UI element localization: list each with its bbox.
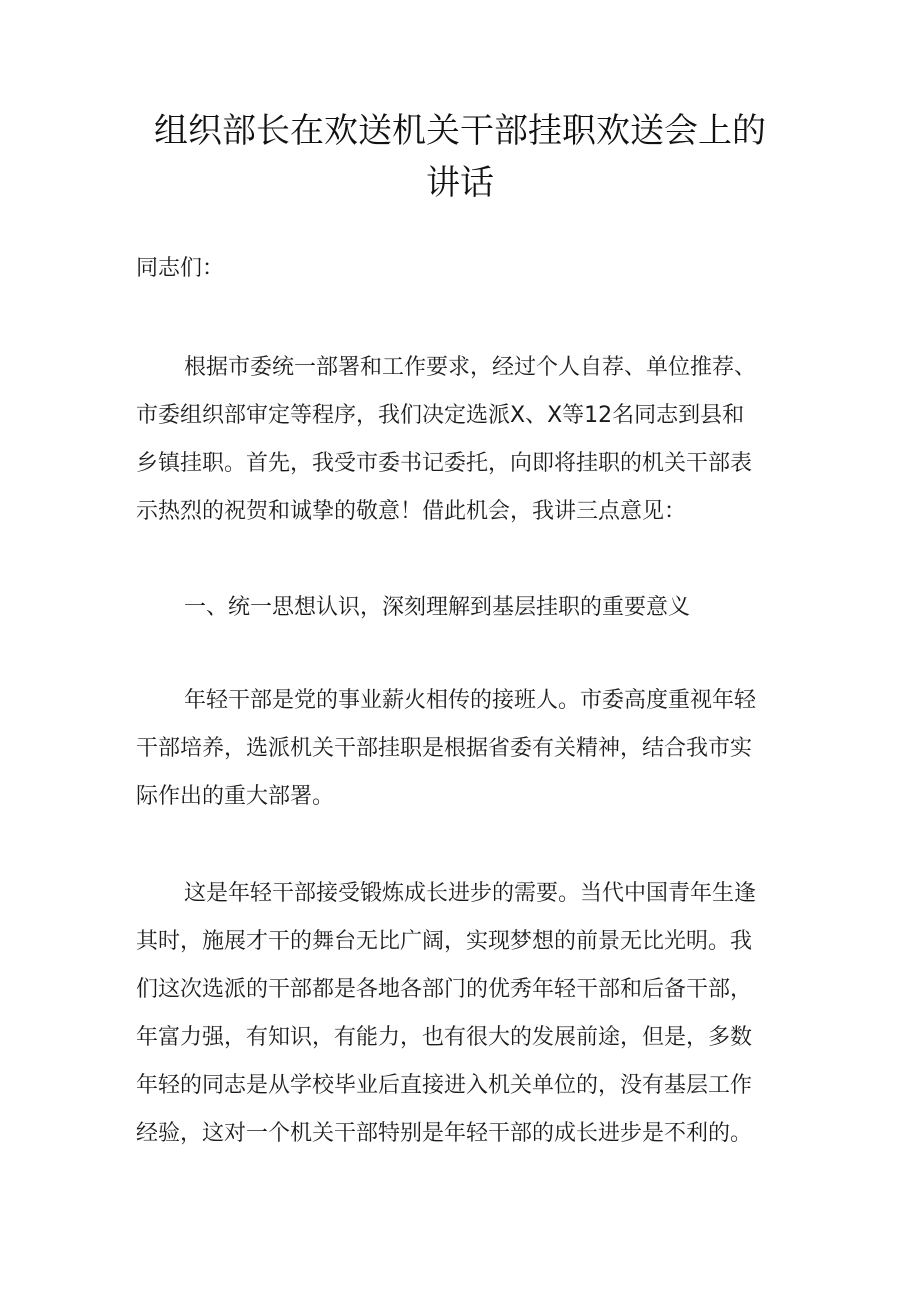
- paragraph-1-line-1: 根据市委统一部署和工作要求，经过个人自荐、单位推荐、: [184, 355, 757, 380]
- section-heading-1: 一、统一思想认识，深刻理解到基层挂职的重要意义: [184, 595, 691, 620]
- paragraph-1-line-3: 乡镇挂职。首先，我受市委书记委托，向即将挂职的机关干部表: [136, 451, 753, 476]
- paragraph-3-line-1: 这是年轻干部接受锻炼成长进步的需要。当代中国青年生逢: [184, 881, 757, 906]
- document-title-line-1: 组织部长在欢送机关干部挂职欢送会上的: [154, 111, 766, 151]
- paragraph-2-line-2: 干部培养，选派机关干部挂职是根据省委有关精神，结合我市实: [136, 736, 753, 761]
- paragraph-3-line-6: 经验，这对一个机关干部特别是年轻干部的成长进步是不利的。: [136, 1121, 753, 1146]
- paragraph-2-line-1: 年轻干部是党的事业薪火相传的接班人。市委高度重视年轻: [184, 688, 757, 713]
- paragraph-3-line-2: 其时，施展才干的舞台无比广阔，实现梦想的前景无比光明。我: [136, 929, 753, 954]
- paragraph-1-line-4: 示热烈的祝贺和诚挚的敬意！借此机会，我讲三点意见：: [136, 499, 687, 524]
- paragraph-3-line-4: 年富力强，有知识，有能力，也有很大的发展前途，但是，多数: [136, 1025, 753, 1050]
- document-title-line-2: 讲话: [426, 163, 494, 203]
- salutation: 同志们：: [136, 256, 225, 281]
- paragraph-3-line-5: 年轻的同志是从学校毕业后直接进入机关单位的，没有基层工作: [136, 1073, 753, 1098]
- paragraph-1-line-2: 市委组织部审定等程序，我们决定选派X、X等12名同志到县和: [136, 403, 745, 428]
- paragraph-2-line-3: 际作出的重大部署。: [136, 784, 335, 809]
- paragraph-3-line-3: 们这次选派的干部都是各地各部门的优秀年轻干部和后备干部，: [136, 977, 753, 1002]
